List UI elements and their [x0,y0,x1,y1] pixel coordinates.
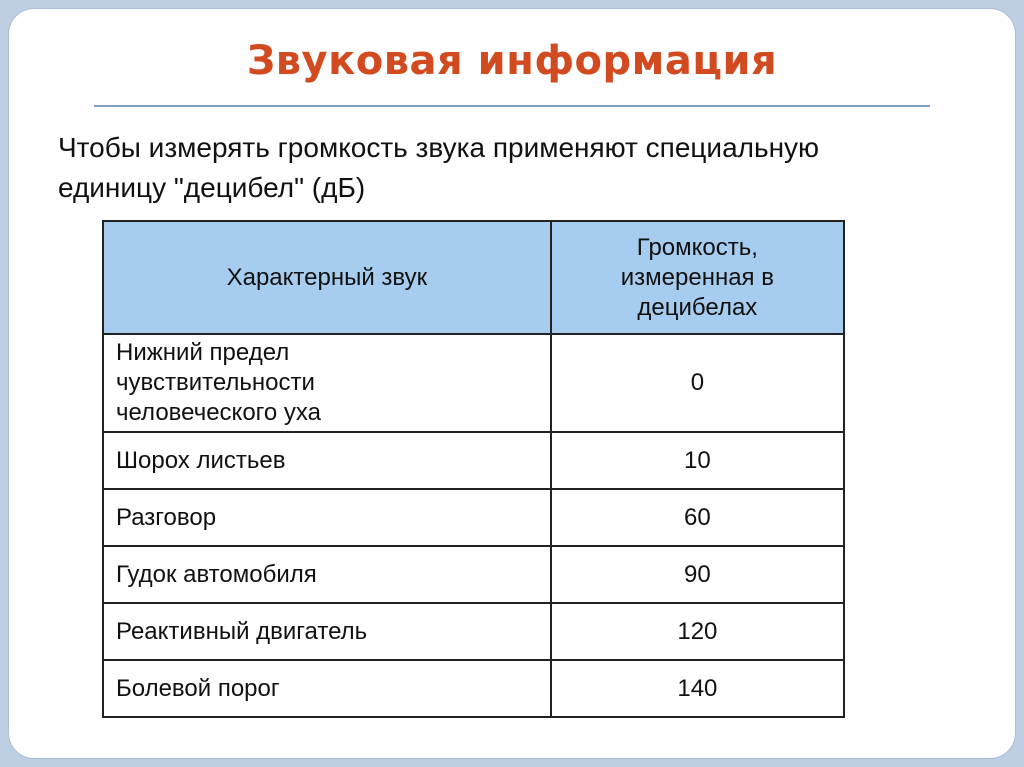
sound-cell: Шорох листьев [103,432,551,489]
header-level-line-2: измеренная в [620,263,774,291]
level-cell: 10 [551,432,844,489]
title-underline [94,105,930,107]
header-sound: Характерный звук [103,221,551,334]
table-row [103,603,844,660]
sound-cell: Реактивный двигатель [103,603,551,660]
level-cell: 140 [551,660,844,717]
intro-text [58,128,998,208]
intro-line-1: Чтобы измерять громкость звука применяют специальную [58,132,820,163]
table-row [103,546,844,603]
sound-cell: Гудок автомобиля [103,546,551,603]
header-level-line-3: децибелах [637,293,758,321]
header-level [551,221,844,334]
slide-title: Звуковая информация [246,38,778,84]
intro-line-2: единицу "децибел" (дБ) [58,172,366,203]
decibel-table [102,220,845,718]
table-row [103,489,844,546]
sound-cell: Разговор [103,489,551,546]
table-header-row [103,221,844,334]
sound-line-2: чувствительности [116,369,315,396]
table-row [103,660,844,717]
sound-cell: Болевой порог [103,660,551,717]
sound-line-3: человеческого уха [116,399,321,426]
level-cell: 60 [551,489,844,546]
table-row [103,432,844,489]
sound-line-1: Нижний предел [116,339,290,366]
level-cell: 0 [551,334,844,432]
level-cell: 90 [551,546,844,603]
sound-cell [103,334,551,432]
table-row [103,334,844,432]
level-cell: 120 [551,603,844,660]
header-level-line-1: Громкость, [636,233,758,261]
